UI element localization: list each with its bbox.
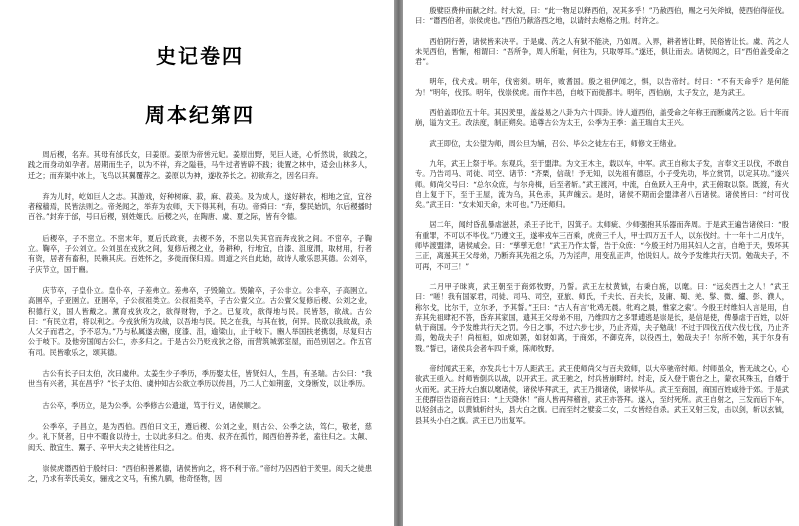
paragraph: 崇侯虎谮西伯于殷纣曰：“西伯积善累德，诸侯皆向之，将不利于帝。”帝纣乃囚西伯于羑里。闳夭之徒患之，乃求有莘氏美女，骊戎之文马，有熊九驷，他奇怪物，因 [28,463,372,484]
paragraph: 二月甲子昧爽，武王朝至于商郊牧野，乃誓。武王左杖黄钺，右秉白旄，以麾。曰：“远矣西土之人！”武王曰：“嗟！我有国冢君，司徒、司马、司空，亚旅、师氏，千夫长、百夫长，及庸、蜀、羌、髳、微、纑、彭、濮人，称尔戈，比尔干，立尔矛，予其誓。”王曰：“古人有言‘牝鸡无晨。牝鸡之晨，惟家之索’。今殷王纣维妇人言是用，自弃其先祖肆祀不答，昏弃其家国，遗其王父母弟不用，乃维四方之多罪逋逃是崇是长，是信是使，俾暴虐于百姓，以奸轨于商国。今予发维共行天之罚。今日之事，不过六步七步，乃止齐焉，夫子勉哉！不过于四伐五伐六伐七伐，乃止齐焉，勉哉夫子！尚桓桓，如虎如罴，如豺如离，于商郊，不御克奔，以役西土，勉哉夫子！尔所不勉，其于尔身有戮。”誓已，诸侯兵会者车四千乘，陈师牧野。 [415,281,789,353]
paragraph: 明年，伐犬戎。明年，伐密须。明年，败耆国。殷之祖伊闻之，惧，以告帝纣。纣曰：“不有天命乎？是何能为！”明年，伐邘。明年，伐崇侯虎。而作丰邑，自岐下而徙都丰。明年，西伯崩，太子发立，是为武王。 [415,77,789,97]
paragraph: 武王即位，太公望为师，周公旦为辅，召公、毕公之徒左右王，师修文王绪业。 [429,138,681,148]
paragraph: 殷嬖臣费仲而献之纣。纣大说，曰：“此一物足以释西伯，况其多乎！”乃赦西伯，赐之弓矢斧钺，使西伯得征伐。曰：“谮西伯者，崇侯虎也。”西伯乃献洛西之地，以请纣去炮格之刑。纣许之。 [415,6,789,26]
left-page [0,0,394,526]
paragraph: 居二年，闻纣昏乱暴虐滋甚，杀王子比干，囚箕子。太师疵、少师强抱其乐器而奔周。于是武王遍告诸侯曰：“殷有重罪，不可以不毕伐。”乃遵文王，遂率戎车三百乘，虎贲三千人，甲士四万五千人，以东伐纣。十一年十二月戊午，师毕渡盟津，诸侯咸会。曰：“孳孳无怠！”武王乃作太誓，告于众庶：“今殷王纣乃用其妇人之言，自绝于天，毁坏其三正，离逷其王父母弟，乃断弃其先祖之乐，乃为淫声，用变乱正声，怡说妇人。故今予发维共行天罚。勉哉夫子，不可再，不可三！” [415,220,789,271]
right-page [403,0,799,526]
paragraph: 后稷卒，子不窋立。不窋末年，夏后氏政衰，去稷不务，不窋以失其官而奔戎狄之间。不窋卒，子鞠立。鞠卒，子公刘立。公刘虽在戎狄之间，复修后稷之业，务耕种，行地宜，自漆、沮度渭，取材用，行者有资，居者有畜积，民赖其庆。百姓怀之，多徙而保归焉。周道之兴自此始，故诗人歌乐思其德。公刘卒，子庆节立，国于豳。 [28,233,372,274]
book-title: 史记卷四 [156,44,244,68]
page-gutter [394,0,403,526]
paragraph: 西伯阴行善，诸侯皆来决平。于是虞、芮之人有狱不能决，乃如周。入界，耕者皆让畔，民俗皆让长。虞、芮之人未见西伯，皆惭，相谓曰：“吾所争，周人所耻，何往为，只取辱耳。”遂还，俱让而去。诸侯闻之，曰“西伯盖受命之君”。 [415,36,789,67]
paragraph: 古公卒，季历立，是为公季。公季修古公遗道，笃于行义，诸侯顺之。 [42,400,266,410]
paragraph: 弃为儿时，屹如巨人之志。其游戏，好种树麻、菽，麻、菽美。及为成人，遂好耕农，相地之宜，宜谷者稼穑焉，民皆法则之。帝尧闻之，举弃为农师，天下得其利，有功。帝舜曰：“弃，黎民始饥，尔后稷播时百谷。”封弃于邰，号曰后稷，别姓姬氏。后稷之兴，在陶唐、虞、夏之际，皆有令德。 [28,191,372,222]
chapter-title: 周本纪第四 [145,103,255,127]
paragraph: 公季卒，子昌立，是为西伯。西伯曰文王，遵后稷、公刘之业，则古公、公季之法，笃仁，敬老，慈少。礼下贤者，日中不暇食以待士，士以此多归之。伯夷、叔齐在孤竹，闻西伯善养老，盍往归之。太颠、闳夭、散宜生、鬻子、辛甲大夫之徒皆往归之。 [28,421,372,452]
paragraph: 周后稷，名弃。其母有邰氏女，曰姜原。姜原为帝喾元妃。姜原出野，见巨人迹，心忻然说，欲践之，践之而身动如孕者。居期而生子，以为不祥，弃之隘巷，马牛过者皆辟不践；徙置之林中，适会山林多人，迁之；而弃渠中冰上，飞鸟以其翼覆荐之。姜原以为神，遂收养长之。初欲弃之，因名曰弃。 [28,150,372,180]
paragraph: 九年，武王上祭于毕。东观兵，至于盟津。为文王木主，载以车，中军。武王自称太子发，言奉文王以伐，不敢自专。乃告司马、司徒、司空、诸节：“齐栗，信哉！予无知，以先祖有德臣，小子受先功，毕立赏罚，以定其功。”遂兴师。师尚父号曰：“总尔众庶，与尔舟楫，后至者斩。”武王渡河，中流，白鱼跃入王舟中，武王俯取以祭。既渡，有火自上复于下，至于王屋，流为乌，其色赤，其声魄云。是时，诸侯不期而会盟津者八百诸侯。诸侯皆曰：“纣可伐矣。”武王曰：“女未知天命，未可也。”乃还师归。 [415,158,789,210]
paragraph: 西伯盖即位五十年。其囚羑里，盖益易之八卦为六十四卦。诗人道西伯，盖受命之年称王而断虞芮之讼。后十年而崩，谥为文王。改法度，制正朔矣。追尊古公为太王，公季为王季：盖王瑞自太王兴。 [415,108,789,128]
paragraph: 帝纣闻武王来，亦发兵七十万人距武王。武王使师尚父与百夫致师，以大卒驰帝纣师。纣师虽众，皆无战之心，心欲武王亟入。纣师皆倒兵以战，以开武王。武王驰之，纣兵皆崩畔纣。纣走，反入登于鹿台之上，蒙衣其殊玉，自燔于火而死。武王持大白旗以麾诸侯，诸侯毕拜武王，武王乃揖诸侯，诸侯毕从。武王至商国，商国百姓咸待于郊。于是武王使群臣告语商百姓曰：“上天降休！”商人皆再拜稽首，武王亦答拜。遂入，至纣死所。武王自射之，三发而后下车，以轻剑击之，以黄钺斩纣头，县大白之旗。已而至纣之嬖妾二女，二女皆经自杀。武王又射三发，击以剑，斩以玄钺，县其头小白之旗。武王已乃出复军。 [415,364,789,425]
paragraph: 庆节卒，子皇仆立。皇仆卒，子差弗立。差弗卒，子毁隃立。毁隃卒，子公非立。公非卒，子高圉立。高圉卒，子亚圉立。亚圉卒，子公叔祖类立。公叔祖类卒，子古公亶父立。古公亶父复修后稷、公刘之业，积德行义，国人皆戴之。薰育戎狄攻之，欲得财物，予之。已复攻，欲得地与民。民皆怒，欲战。古公曰：“有民立君，将以利之。今戎狄所为攻战，以吾地与民。民之在我，与其在彼，何异。民欲以我故战，杀人父子而君之，予不忍为。”乃与私属遂去豳，度漆、沮，逾梁山，止于岐下。豳人举国扶老携弱，尽复归古公于岐下。及他旁国闻古公仁，亦多归之。于是古公乃贬戎狄之俗，而营筑城郭室屋，而邑别居之。作五官有司。民皆歌乐之，颂其德。 [28,285,372,357]
paragraph: 古公有长子曰太伯，次曰虞仲。太姜生少子季历，季历娶太任，皆贤妇人，生昌，有圣瑞。古公曰：“我世当有兴者，其在昌乎？”长子太伯、虞仲知古公欲立季历以传昌，乃二人亡如荆蛮，文身断发，以让季历。 [28,369,372,389]
